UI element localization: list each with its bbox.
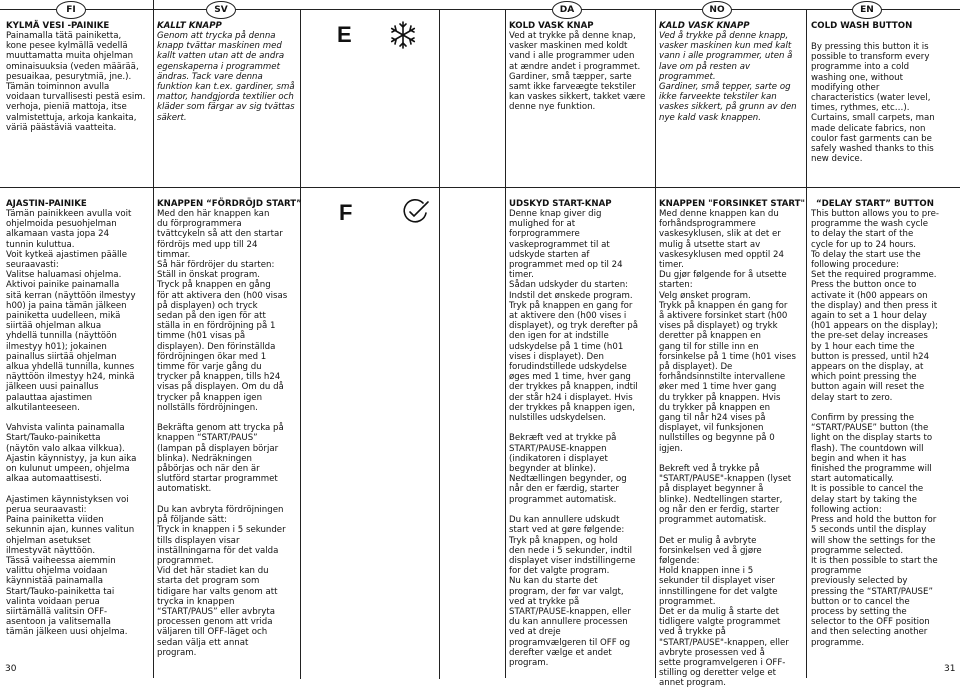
flag-da: DA	[552, 1, 582, 19]
no-delay-body: Med denne knappen kan du forhåndsprogrammere vaskesyklusen, slik at det er mulig å utsette start av vaskesyklusen med opptil 24 timer. Du gjør følgende for å utsette starten: Velg ønsket program. Trykk på knappen én gang for å aktivere forsinket start (h00 vises på displayet) og trykk deretter på knappen en gang til for stille inn en forsinkelse på 1 time (h01 vises på displayet). De forhåndsinnstilte intervallene øker med 1 time hver gang du trykker på knappen. Hvis du trykker på knappen en gang til når h24 vises på displayet, vil funksjonen nullstilles og begynne på 0 igjen. Bekreft ved å trykke på "START/PAUSE"-knappen (lyset på displayet begynner å blinke). Nedtellingen starter, og når den er ferdig, starter programmet automatisk. Det er mulig å avbryte forsinkelsen ved å gjøre følgende: Hold knappen inne i 5 sekunder til displayet viser innstillingene for det valgte programmet. Det er da mulig å starte det tidligere valgte programmet ved å trykke på "START/PAUSE"-knappen, eller avbryte prosessen ved å sette programvelgeren i OFF- stilling og deretter velge et annet program.	[659, 209, 796, 689]
en-delay-title: “DELAY START” BUTTON	[816, 199, 934, 209]
sv-cold-title: KALLT KNAPP	[157, 21, 222, 31]
flag-sv: SV	[206, 1, 236, 19]
bottom-icon-box	[300, 187, 440, 679]
page-number-right: 31	[944, 664, 956, 674]
letter-f-icon: F	[339, 200, 353, 225]
no-cold-title: KALD VASK KNAPP	[659, 21, 750, 31]
delay-clock-icon	[401, 197, 433, 231]
flag-fi: FI	[56, 1, 86, 19]
page-number-left: 30	[5, 664, 17, 674]
divider-left-mid	[153, 0, 154, 678]
divider-right-1	[505, 9, 506, 678]
da-delay-title: UDSKYD START-KNAP	[509, 199, 612, 209]
separator-left	[0, 187, 300, 188]
fi-cold-body: Painamalla tätä painiketta, kone pesee kylmällä vedellä muuttamatta muita ohjelman ominaisuuksia (veden määrää, pesuaikaa, pesurytmiä, jne.). Tämän toiminnon avulla voidaan turvallisesti pestä esim. verhoja, pieniä mattoja, itse valmistettuja, arkoja kankaita, väriä päästäviä vaatteita.	[6, 31, 146, 133]
separator-right	[438, 187, 960, 188]
top-icon-box	[300, 9, 440, 188]
divider-right-2	[655, 9, 656, 678]
divider-right-3	[806, 9, 807, 678]
fi-delay-title: AJASTIN-PAINIKE	[6, 199, 87, 209]
fi-cold-title: KYLMÄ VESI -PAINIKE	[6, 21, 110, 31]
no-cold-body: Ved å trykke på denne knapp, vasker maskinen kun med kalt vann i alle programmer, uten å lave om på resten av programmet. Gardiner, små tepper, sarte og ikke farveekte tekstiler kan vaskes sikkert, på grunn av den nye kald vask knappen.	[659, 31, 797, 123]
snowflake-icon	[388, 20, 418, 54]
en-cold-title: COLD WASH BUTTON	[811, 21, 913, 31]
no-delay-title: KNAPPEN "FORSINKET START"	[659, 199, 805, 209]
flag-no: NO	[702, 1, 732, 19]
flag-en: EN	[852, 1, 882, 19]
en-cold-body: By pressing this button it is possible to transform every programme into a cold washing one, without modifying other characteristics (water level, times, rythmes, etc…). Curtains, small carpets, man made delicate fabrics, non coulor fast garments can be safely washed thanks to this new device.	[811, 42, 935, 165]
da-cold-title: KOLD VASK KNAP	[509, 21, 594, 31]
letter-e-icon: E	[337, 22, 352, 47]
fi-delay-body: Tämän painikkeen avulla voit ohjelmoida pesuohjelman alkamaan vasta jopa 24 tunnin kuluttua. Voit kytkeä ajastimen päälle seuraavasti: Valitse haluamasi ohjelma. Aktivoi painike painamalla sitä kerran (näyttöön ilmestyy h00) ja paina tämän jälkeen painiketta uudelleen, mikä siirtää ohjelman alkua yhdellä tunnilla (näyttöön ilmestyy h01); jokainen painallus siirtää ohjelman alkua yhdellä tunnilla, kunnes näyttöön ilmestyy h24, minkä jälkeen uusi painallus palauttaa ajastimen alkutilanteeseen. Vahvista valinta painamalla Start/Tauko-painiketta (näytön valo alkaa vilkkua). Ajastin käynnistyy, ja kun aika on kulunut umpeen, ohjelma alkaa automaattisesti. Ajastimen käynnistyksen voi perua seuraavasti: Paina painiketta viiden sekunnin ajan, kunnes valitun ohjelman asetukset ilmestyvät näyttöön. Tässä vaiheessa aiemmin valittu ohjelma voidaan käynnistää painamalla Start/Tauko-painiketta tai valinta voidaan perua siirtämällä valitsin OFF- asentoon ja valitsemalla tämän jälkeen uusi ohjelma.	[6, 209, 137, 638]
sv-cold-body: Genom att trycka på denna knapp tvättar maskinen med kallt vatten utan att de andra egenskaperna i programmet ändras. Tack vare denna funktion kan t.ex. gardiner, små mattor, handgjorda textilier och kläder som färgar av sig tvättas säkert.	[157, 31, 295, 123]
top-rule-left	[0, 9, 300, 10]
en-delay-body: This button allows you to pre- programme the wash cycle to delay the start of the cycle for up to 24 hours. To delay the start use the following procedure: Set the required programme. Press the button once to activate it (h00 appears on the display) and then press it again to set a 1 hour delay (h01 appears on the display); the pre-set delay increases by 1 hour each time the button is pressed, until h24 appears on the display, at which point pressing the button again will reset the delay start to zero. Confirm by pressing the “START/PAUSE” button (the light on the display starts to flash). The countdown will begin and when it has finished the programme will start automatically. It is possible to cancel the delay start by taking the following action: Press and hold the button for 5 seconds until the display will show the settings for the programme selected. It is then possible to start the programme previously selected by pressing the “START/PAUSE” button or to cancel the process by setting the selector to the OFF position and then selecting another programme.	[811, 209, 939, 648]
da-delay-body: Denne knap giver dig mulighed for at forprogrammere vaskeprogrammet til at udskyde starten af programmet med op til 24 timer. Sådan udskyder du starten: Indstil det ønskede program. Tryk på knappen en gang for at aktivere den (h00 vises i displayet), og tryk derefter på den igen for at indstille udskydelse på 1 time (h01 vises i displayet). Den forudindstillede udskydelse øges med 1 time, hver gang der trykkes på knappen, indtil der står h24 i displayet. Hvis der trykkes på knappen igen, nulstilles udskydelsen. Bekræft ved at trykke på START/PAUSE-knappen (indikatoren i displayet begynder at blinke). Nedtællingen begynder, og når den er færdig, starter programmet automatisk. Du kan annullere udskudt start ved at gøre følgende: Tryk på knappen, og hold den nede i 5 sekunder, indtil displayet viser indstillingerne for det valgte program. Nu kan du starte det program, der før var valgt, ved at trykke på START/PAUSE-knappen, eller du kan annullere processen ved at dreje programvælgeren til OFF og derefter vælge et andet program.	[509, 209, 639, 668]
sv-delay-body: Med den här knappen kan du förprogrammera tvättcykeln så att den startar fördröjs med upp till 24 timmar. Så här fördröjer du starten: Ställ in önskat program. Tryck på knappen en gång för att aktivera den (h00 visas på displayen) och tryck sedan på den igen för att ställa in en fördröjning på 1 timme (h01 visas på displayen). Den förinställda fördröjningen ökar med 1 timme för varje gång du trycker på knappen, tills h24 visas på displayen. Om du då trycker på knappen igen nollställs fördröjningen. Bekräfta genom att trycka på knappen “START/PAUS” (lampan på displayen börjar blinka). Nedräkningen påbörjas och när den är slutförd startar programmet automatiskt. Du kan avbryta fördröjningen på följande sätt: Tryck in knappen i 5 sekunder tills displayen visar inställningarna för det valda programmet. Vid det här stadiet kan du starta det program som tidigare har valts genom att trycka in knappen “START/PAUS” eller avbryta processen genom att vrida väljaren till OFF-läget och sedan välja ett annat program.	[157, 209, 288, 658]
sv-delay-title: KNAPPEN “FÖRDRÖJD START”	[157, 199, 302, 209]
da-cold-body: Ved at trykke på denne knap, vasker maskinen med koldt vand i alle programmer uden at ændre andet i programmet. Gardiner, små tæpper, sarte samt ikke farveægte tekstiler kan vaskes sikkert, takket være denne nye funktion.	[509, 31, 646, 113]
